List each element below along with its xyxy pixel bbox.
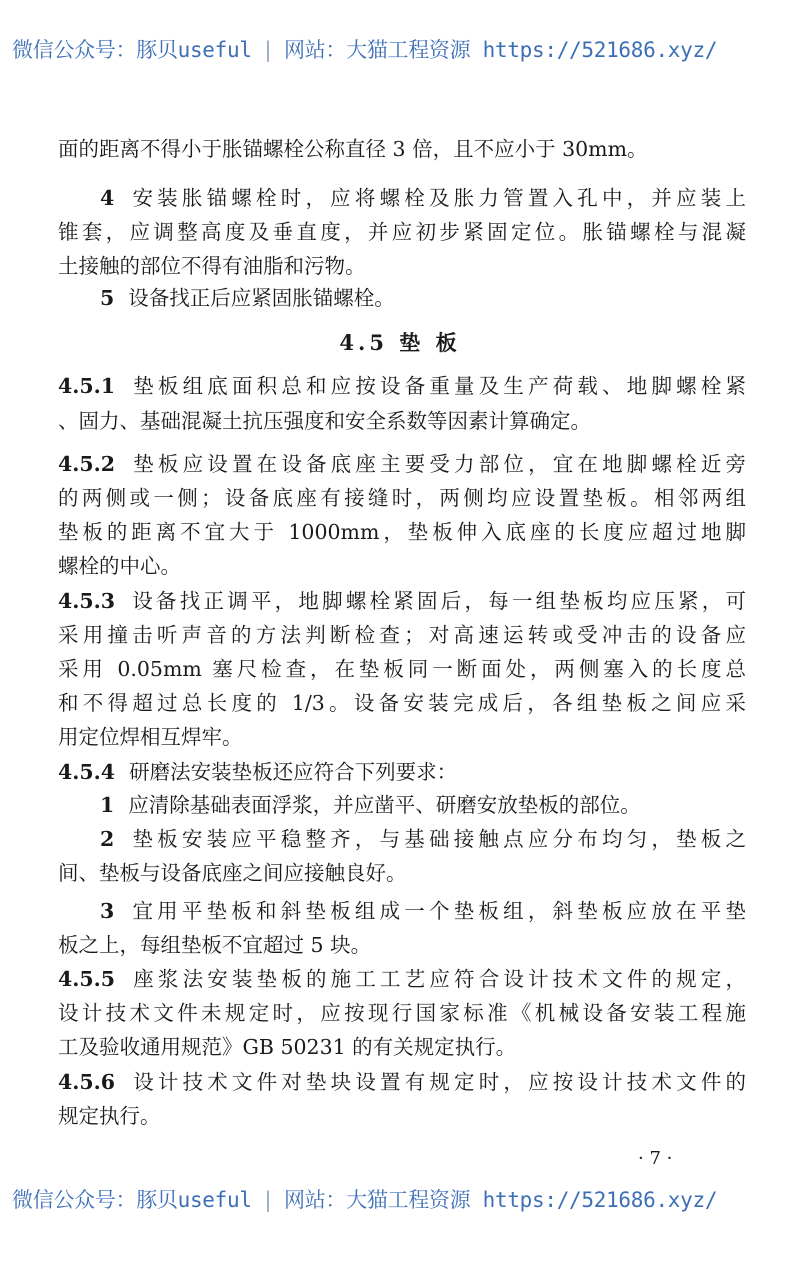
clause-number: 4.5.4 [58, 760, 116, 784]
clause-number: 4.5.6 [58, 1070, 116, 1094]
watermark-separator: | [261, 1188, 275, 1212]
text-line [58, 966, 746, 992]
watermark-separator: | [261, 38, 275, 62]
clause-number: 1 [100, 793, 115, 817]
text-line [58, 136, 746, 162]
line-text: 设计技术文件未规定时，应按现行国家标准《机械设备安装工程施 [58, 1001, 746, 1025]
text-line [58, 408, 746, 434]
line-text: 板之上，每组垫板不宜超过 5 块。 [58, 933, 372, 957]
watermark-website: 网站：大猫工程资源 https://521686.xyz/ [284, 38, 718, 62]
text-line [100, 285, 746, 311]
line-text: 用定位焊相互焊牢。 [58, 725, 243, 749]
line-text: 规定执行。 [58, 1104, 161, 1128]
text-line [58, 860, 746, 886]
text-line [100, 826, 746, 852]
line-text: 垫板组底面积总和应按设备重量及生产荷载、地脚螺栓紧 [129, 374, 746, 398]
clause-number: 5 [100, 286, 115, 310]
text-line [58, 622, 746, 648]
clause-number: 4 [100, 186, 115, 210]
line-text: 间、垫板与设备底座之间应接触良好。 [58, 861, 407, 885]
text-line [58, 553, 746, 579]
text-line [58, 1069, 746, 1095]
line-text: 设备找正后应紧固胀锚螺栓。 [128, 286, 395, 310]
line-text: 座浆法安装垫板的施工工艺应符合设计技术文件的规定， [129, 967, 746, 991]
text-line [100, 185, 746, 211]
line-text: 采用撞击听声音的方法判断检查；对高速运转或受冲击的设备应 [58, 623, 746, 647]
line-text: 工及验收通用规范》GB 50231 的有关规定执行。 [58, 1035, 517, 1059]
text-line [58, 373, 746, 399]
text-line [58, 932, 746, 958]
line-text: 、固力、基础混凝土抗压强度和安全系数等因素计算确定。 [58, 409, 591, 433]
line-text: 垫板安装应平稳整齐，与基础接触点应分布均匀，垫板之 [128, 827, 746, 851]
watermark-website: 网站：大猫工程资源 https://521686.xyz/ [284, 1188, 718, 1212]
text-line [58, 253, 746, 279]
line-text: 设计技术文件对垫块设置有规定时，应按设计技术文件的 [129, 1070, 746, 1094]
clause-number: 4.5.2 [58, 452, 116, 476]
line-text: 面的距离不得小于胀锚螺栓公称直径 3 倍，且不应小于 30mm。 [58, 137, 648, 161]
page-number: · 7 · [638, 1148, 673, 1169]
line-text: 土接触的部位不得有油脂和污物。 [58, 254, 366, 278]
line-text: 采用 0.05mm 塞尺检查，在垫板同一断面处，两侧塞入的长度总 [58, 657, 746, 681]
clause-number: 4.5.3 [58, 589, 116, 613]
text-line [58, 724, 746, 750]
watermark-wechat: 微信公众号：豚贝useful [12, 1188, 252, 1212]
text-line [100, 792, 746, 818]
line-text: 应清除基础表面浮浆，并应凿平、研磨安放垫板的部位。 [128, 793, 641, 817]
text-line [58, 588, 746, 614]
text-line [58, 451, 746, 477]
text-line [58, 690, 746, 716]
text-line [100, 898, 746, 924]
clause-number: 4.5.5 [58, 967, 116, 991]
clause-number: 4.5.1 [58, 374, 116, 398]
text-line [58, 485, 746, 511]
text-line [58, 1000, 746, 1026]
text-line [58, 219, 746, 245]
line-text: 安装胀锚螺栓时，应将螺栓及胀力管置入孔中，并应装上 [128, 186, 746, 210]
line-text: 研磨法安装垫板还应符合下列要求： [129, 760, 458, 784]
line-text: 垫板的距离不宜大于 1000mm，垫板伸入底座的长度应超过地脚 [58, 520, 746, 544]
line-text: 设备找正调平，地脚螺栓紧固后，每一组垫板均应压紧，可 [129, 589, 746, 613]
clause-number: 3 [100, 899, 115, 923]
clause-number: 2 [100, 827, 115, 851]
text-line [58, 656, 746, 682]
text-line [58, 1034, 746, 1060]
line-text: 宜用平垫板和斜垫板组成一个垫板组，斜垫板应放在平垫 [128, 899, 746, 923]
line-text: 和不得超过总长度的 1/3。设备安装完成后，各组垫板之间应采 [58, 691, 746, 715]
line-text: 垫板应设置在设备底座主要受力部位，宜在地脚螺栓近旁 [129, 452, 746, 476]
watermark-footer [12, 1184, 792, 1214]
watermark-wechat: 微信公众号：豚贝useful [12, 38, 252, 62]
line-text: 螺栓的中心。 [58, 554, 181, 578]
section-heading: 4.5 垫 板 [339, 330, 461, 355]
text-line [58, 519, 746, 545]
watermark-header [12, 34, 792, 64]
line-text: 的两侧或一侧；设备底座有接缝时，两侧均应设置垫板。相邻两组 [58, 486, 746, 510]
text-line [58, 1103, 746, 1129]
text-line [58, 759, 746, 785]
line-text: 锥套，应调整高度及垂直度，并应初步紧固定位。胀锚螺栓与混凝 [58, 220, 746, 244]
